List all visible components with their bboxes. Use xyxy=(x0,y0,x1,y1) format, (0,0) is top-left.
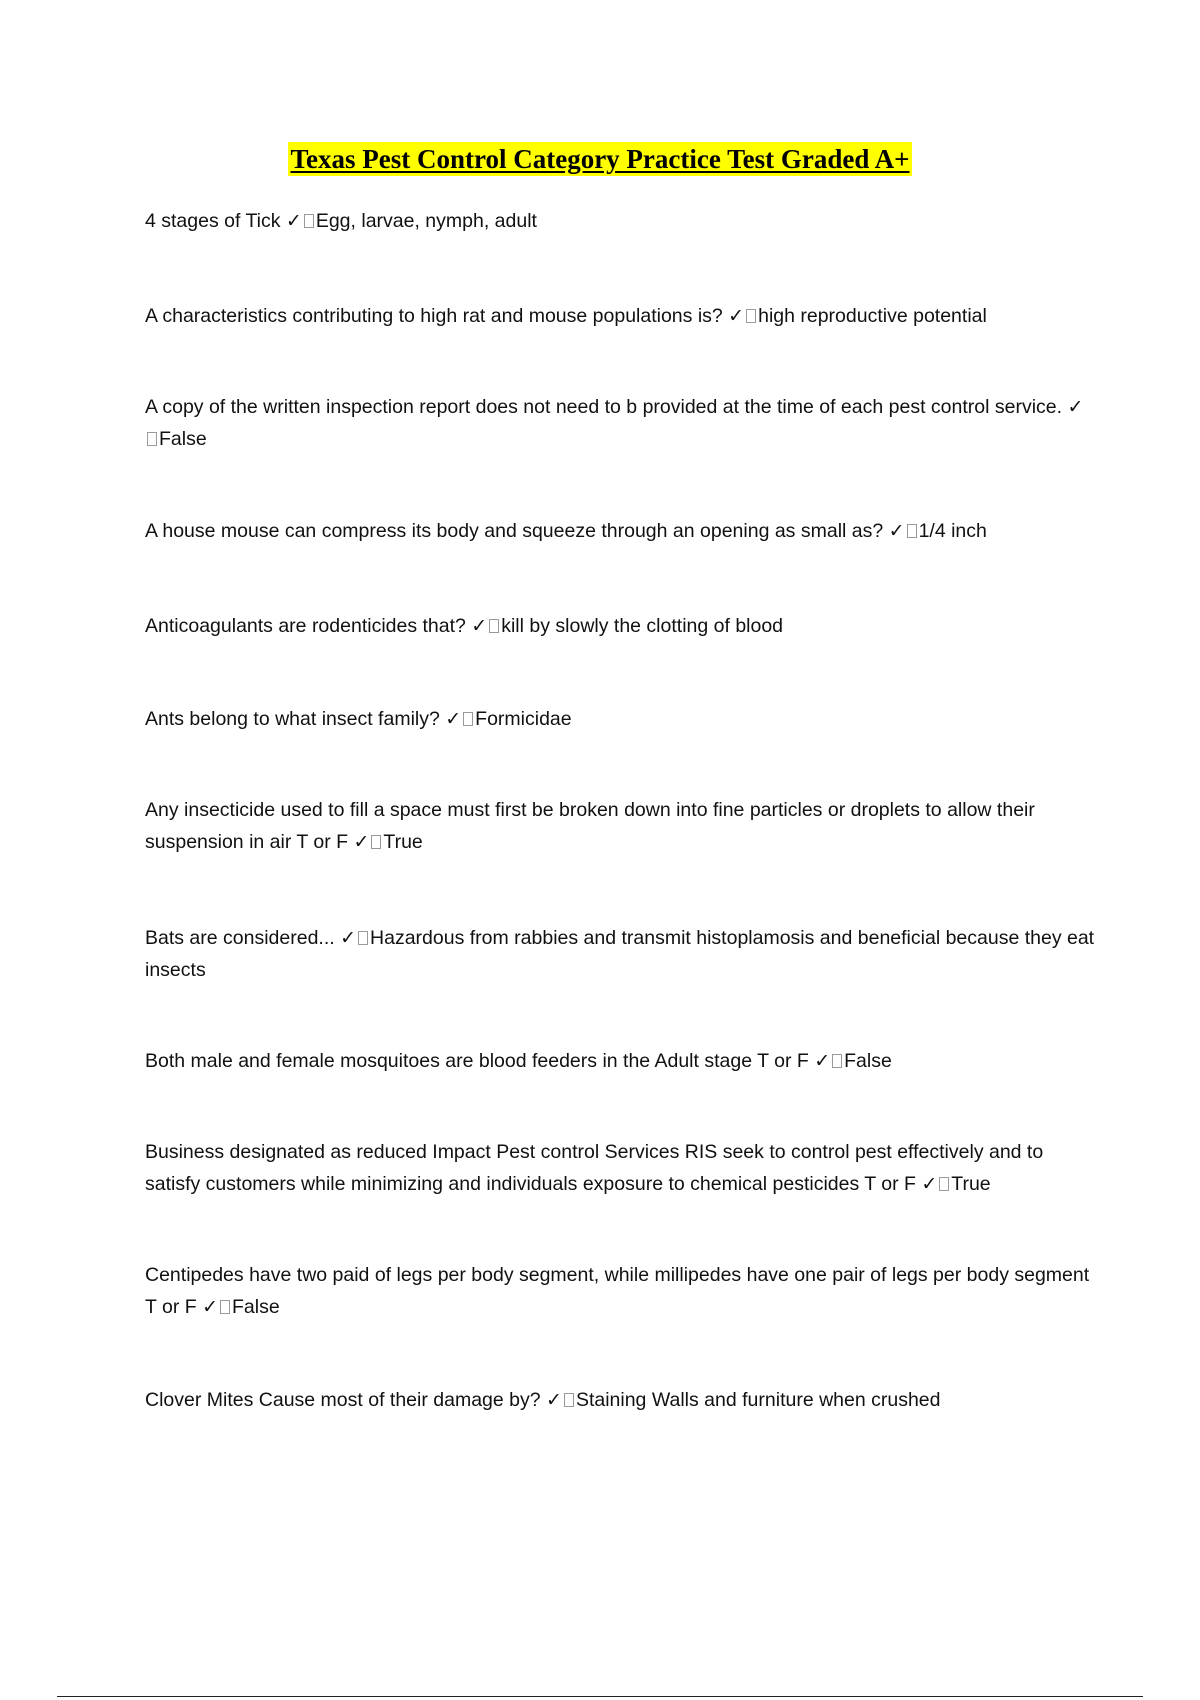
answer-text: True xyxy=(951,1173,991,1195)
placeholder-box-icon xyxy=(358,931,368,945)
placeholder-box-icon xyxy=(463,712,473,726)
placeholder-box-icon xyxy=(489,619,499,633)
check-icon: ✓ xyxy=(353,831,370,853)
question-text: 4 stages of Tick xyxy=(145,210,281,232)
qa-item xyxy=(145,922,1095,986)
qa-item xyxy=(145,205,1095,237)
answer-text: True xyxy=(383,831,423,853)
check-icon: ✓ xyxy=(1067,396,1084,418)
page-title: Texas Pest Control Category Practice Test Graded A+ xyxy=(290,144,910,174)
qa-item xyxy=(145,703,1095,735)
question-text: Any insecticide used to fill a space must first be broken down into fine particles or droplets to allow their suspension in air T or F xyxy=(145,799,1035,853)
placeholder-box-icon xyxy=(907,524,917,538)
qa-item xyxy=(145,1259,1095,1323)
footer-divider xyxy=(57,1696,1143,1697)
qa-item xyxy=(145,1136,1095,1200)
question-text: A copy of the written inspection report does not need to b provided at the time of each pest control service. xyxy=(145,396,1063,418)
qa-item xyxy=(145,391,1095,455)
answer-text: Egg, larvae, nymph, adult xyxy=(315,210,537,232)
qa-item xyxy=(145,1384,1095,1416)
qa-item xyxy=(145,300,1095,332)
answer-text: kill by slowly the clotting of blood xyxy=(501,615,784,637)
answer-text: False xyxy=(232,1296,280,1318)
placeholder-box-icon xyxy=(147,432,157,446)
question-text: A house mouse can compress its body and squeeze through an opening as small as? xyxy=(145,520,884,542)
check-icon: ✓ xyxy=(814,1050,831,1072)
answer-text: Hazardous from rabbies and transmit histoplamosis and beneficial because they eat insects xyxy=(145,927,1095,981)
placeholder-box-icon xyxy=(304,214,314,228)
answer-text: high reproductive potential xyxy=(758,305,987,327)
check-icon: ✓ xyxy=(340,927,357,949)
question-text: Clover Mites Cause most of their damage by? xyxy=(145,1389,541,1411)
placeholder-box-icon xyxy=(371,835,381,849)
question-text: Business designated as reduced Impact Pest control Services RIS seek to control pest effectively and to satisfy customers while minimizing and individuals exposure to chemical pesticides T or F xyxy=(145,1141,1044,1195)
check-icon: ✓ xyxy=(202,1296,218,1318)
placeholder-box-icon xyxy=(746,309,756,323)
check-icon: ✓ xyxy=(471,615,488,637)
check-icon: ✓ xyxy=(921,1173,938,1195)
check-icon: ✓ xyxy=(546,1389,562,1411)
check-icon: ✓ xyxy=(445,708,462,730)
question-text: Centipedes have two paid of legs per body segment, while millipedes have one pair of legs per body segment T or F xyxy=(145,1264,1090,1318)
answer-text: Staining Walls and furniture when crushed xyxy=(575,1389,941,1411)
qa-item xyxy=(145,515,1095,547)
placeholder-box-icon xyxy=(832,1054,842,1068)
qa-item xyxy=(145,610,1095,642)
placeholder-box-icon xyxy=(220,1300,230,1314)
check-icon: ✓ xyxy=(728,305,745,327)
question-text: Both male and female mosquitoes are blood feeders in the Adult stage T or F xyxy=(145,1050,809,1072)
answer-text: False xyxy=(159,428,207,450)
answer-text: 1/4 inch xyxy=(918,520,987,542)
question-text: Bats are considered... xyxy=(145,927,335,949)
check-icon: ✓ xyxy=(888,520,905,542)
qa-item xyxy=(145,1045,1095,1077)
placeholder-box-icon xyxy=(564,1393,574,1407)
placeholder-box-icon xyxy=(939,1177,949,1191)
question-text: Ants belong to what insect family? xyxy=(145,708,440,730)
question-text: Anticoagulants are rodenticides that? xyxy=(145,615,466,637)
answer-text: False xyxy=(844,1050,892,1072)
question-text: A characteristics contributing to high rat and mouse populations is? xyxy=(145,305,723,327)
answer-text: Formicidae xyxy=(475,708,572,730)
title-container xyxy=(0,142,1200,176)
qa-item xyxy=(145,794,1095,858)
check-icon: ✓ xyxy=(285,210,302,232)
